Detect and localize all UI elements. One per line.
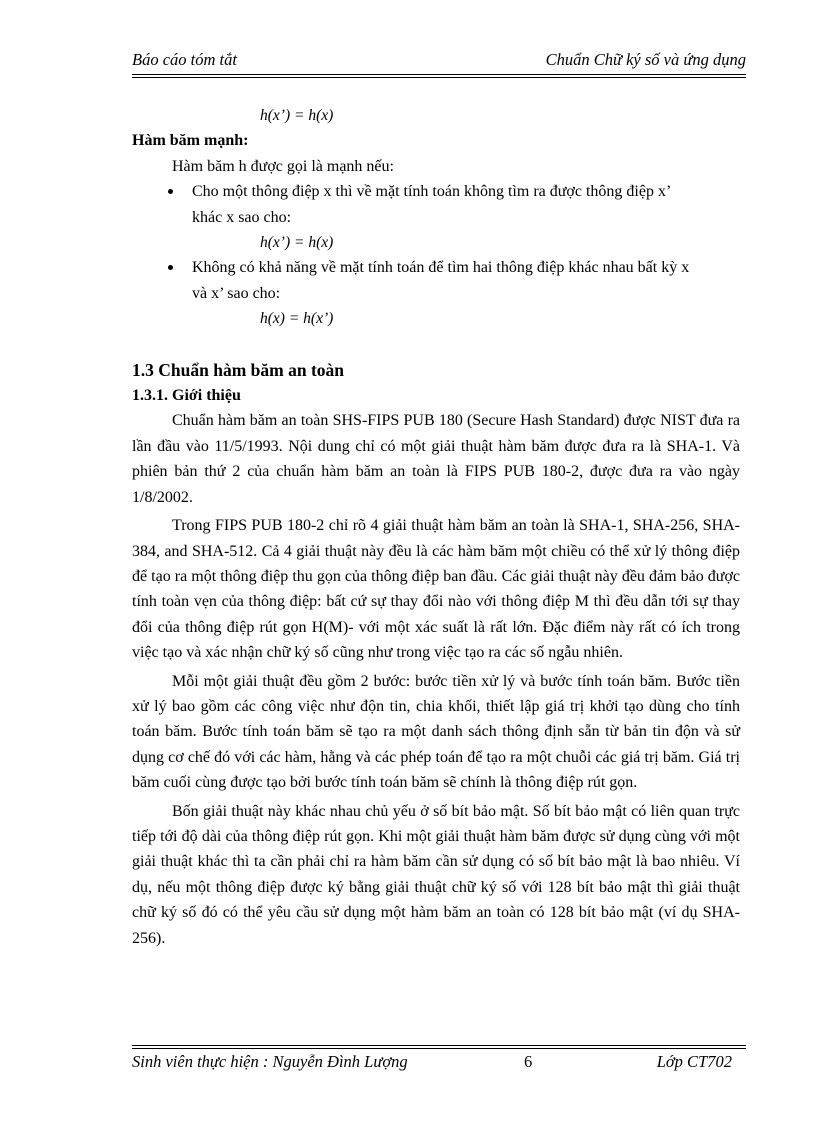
paragraph: Chuẩn hàm băm an toàn SHS-FIPS PUB 180 (Secure Hash Standard) được NIST đưa ra lần đầu vào 11/5/1993. Nội dung chỉ có một giải thuật hàm băm được đưa ra là SHA-1. Và phiên bản thứ 2 của chuẩn hàm băm an toàn là FIPS PUB 180-2, được đưa ra vào ngày 1/8/2002. xyxy=(132,412,740,506)
formula-top: h(x’) = h(x) xyxy=(260,107,334,124)
list-item-continuation xyxy=(132,281,740,306)
paragraph: Bốn giải thuật này khác nhau chủ yếu ở số bít bảo mật. Số bít bảo mật có liên quan trực tiếp tới độ dài của thông điệp rút gọn. Khi một giải thuật hàm băm được sử dụng cùng với một giải thuật khác thì ta cần phải chỉ ra hàm băm cần sử dụng có số bít bảo mật là bao nhiêu. Ví dụ, nếu một thông điệp được ký bằng giải thuật chữ ký số với 128 bít bảo mật thì giải thuật chữ ký số đó có thể yêu cầu sử dụng một hàm băm an toàn có 128 bít bảo mật (ví dụ SHA-256). xyxy=(132,802,740,947)
strong-hash-intro: Hàm băm h được gọi là mạnh nếu: xyxy=(172,157,394,175)
bullet-icon xyxy=(168,265,173,270)
header-rule xyxy=(132,74,746,78)
bullet-text-line: Không có khả năng về mặt tính toán để tìm hai thông điệp khác nhau bất kỳ x xyxy=(192,259,690,277)
bullet-icon xyxy=(168,189,173,194)
bullet-text-line: và x’ sao cho: xyxy=(192,284,281,302)
header-right-title: Chuẩn Chữ ký số và ứng dụng xyxy=(545,50,746,69)
list-item xyxy=(132,255,740,280)
bullet-text-line: Cho một thông điệp x thì về mặt tính toán không tìm ra được thông điệp x’ xyxy=(192,183,672,201)
list-item-continuation xyxy=(132,205,740,230)
formula: h(x’) = h(x) xyxy=(260,234,334,252)
formula: h(x) = h(x’) xyxy=(260,310,334,328)
footer-author: Sinh viên thực hiện : Nguyễn Đình Lượng xyxy=(132,1052,408,1071)
header-left-title: Báo cáo tóm tắt xyxy=(132,50,237,69)
page-header xyxy=(132,50,746,72)
footer-rule xyxy=(132,1045,746,1049)
strong-hash-title: Hàm băm mạnh: xyxy=(132,132,249,150)
paragraph: Mỗi một giải thuật đều gồm 2 bước: bước tiền xử lý và bước tính toán băm. Bước tiền xử lý bao gồm các công việc như độn tin, chia khối, thiết lập giá trị khởi tạo dùng cho tính toán băm. Bước tính toán băm sẽ tạo ra một danh sách thông định sẵn từ bản tin độn và sử dụng cơ chế đó với các hàm, hằng và các phép toán để tạo ra một chuỗi các giá trị băm. Giá trị băm cuối cùng được tạo bởi bước tính toán băm sẽ chính là thông điệp rút gọn. xyxy=(132,672,740,792)
paragraph: Trong FIPS PUB 180-2 chỉ rõ 4 giải thuật hàm băm an toàn là SHA-1, SHA-256, SHA-384, and SHA-512. Cả 4 giải thuật này đều là các hàm băm một chiều có thể xử lý thông điệp để tạo ra một thông điệp thu gọn của thông điệp ban đầu. Các giải thuật này đều đảm bảo được tính toàn vẹn của thông điệp: bất cứ sự thay đổi nào với thông điệp M thì đều dẫn tới sự thay đổi của thông điệp rút gọn H(M)- với một xác suất là rất lớn. Đặc điểm này rất có ích trong việc tạo và xác nhận chữ ký số cũng như trong việc tạo ra các số ngẫu nhiên. xyxy=(132,517,740,662)
bullet-text-line: khác x sao cho: xyxy=(192,208,292,226)
section-heading: 1.3 Chuẩn hàm băm an toàn xyxy=(132,359,344,380)
page-body xyxy=(132,103,740,954)
strong-hash-list xyxy=(132,179,740,331)
page-number: 6 xyxy=(524,1052,533,1071)
list-item-formula xyxy=(132,306,740,331)
subsection-heading: 1.3.1. Giới thiệu xyxy=(132,387,241,405)
list-item xyxy=(132,179,740,204)
list-item-formula xyxy=(132,230,740,255)
footer-class: Lớp CT702 xyxy=(656,1052,732,1071)
